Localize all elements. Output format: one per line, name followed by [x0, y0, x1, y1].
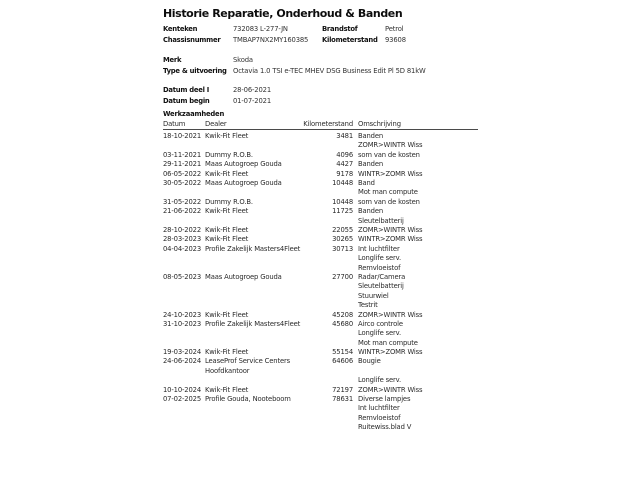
entry-omschrijving-line: Banden	[358, 207, 384, 216]
column-header-omschrijving: Omschrijving	[358, 120, 401, 128]
table-row	[163, 179, 478, 198]
entry-omschrijving-line: Remvloeistof	[358, 413, 401, 422]
entry-datum: 24-10-2023	[163, 310, 202, 319]
entry-kilometerstand: 55154	[332, 348, 353, 357]
entry-omschrijving	[358, 386, 479, 395]
entry-datum: 29-11-2021	[163, 160, 202, 169]
entry-omschrijving-line	[358, 367, 479, 376]
entry-kilometerstand: 4096	[336, 150, 353, 159]
entry-dealer-line: LeaseProf Service Centers	[205, 357, 291, 366]
entry-omschrijving-line: Int luchtfilter	[358, 404, 400, 413]
table-row	[163, 348, 478, 357]
entry-omschrijving-line: ZOMR>WINTR Wiss	[358, 225, 423, 234]
entry-omschrijving	[358, 170, 479, 179]
entry-datum: 28-10-2022	[163, 225, 202, 234]
entry-omschrijving-line: Ruitewiss.blad V	[358, 423, 412, 432]
entry-omschrijving-line: som van de kosten	[358, 197, 420, 206]
column-header-kilometerstand: Kilometerstand	[303, 120, 353, 128]
work-table-body	[163, 132, 478, 433]
info-row-chassis-kilometerstand	[163, 36, 483, 46]
werkzaamheden-section-title: Werkzaamheden	[163, 110, 225, 118]
entry-kilometerstand: 45208	[332, 310, 353, 319]
entry-dealer-line: Profile Zakelijk Masters4Fleet	[205, 319, 301, 328]
entry-dealer-line: Kwik-Fit Fleet	[205, 348, 249, 357]
table-row	[163, 132, 478, 151]
entry-dealer-line: Kwik-Fit Fleet	[205, 310, 249, 319]
entry-dealer-line: Kwik-Fit Fleet	[205, 132, 249, 140]
table-row	[163, 273, 478, 311]
entry-omschrijving-line: Sleutelbatterij	[358, 282, 404, 291]
entry-dealer-line: Kwik-Fit Fleet	[205, 385, 249, 394]
entry-dealer-line: Profile Zakelijk Masters4Fleet	[205, 244, 301, 253]
work-table-header	[163, 120, 478, 130]
entry-kilometerstand: 9178	[336, 169, 353, 178]
entry-kilometerstand: 78631	[332, 395, 353, 404]
entry-omschrijving	[358, 151, 479, 160]
kenteken-value: 732083 L-277-JN	[233, 25, 288, 33]
entry-omschrijving	[358, 348, 479, 357]
entry-dealer-line: Maas Autogroep Gouda	[205, 178, 282, 187]
merk-label: Merk	[163, 56, 182, 64]
entry-datum: 31-05-2022	[163, 197, 202, 206]
entry-datum: 07-02-2025	[163, 395, 202, 404]
entry-dealer-line: Dummy R.O.B.	[205, 150, 253, 159]
entry-omschrijving-line: Banden	[358, 160, 384, 169]
entry-kilometerstand: 72197	[332, 385, 353, 394]
entry-omschrijving	[358, 226, 479, 235]
entry-kilometerstand: 45680	[332, 319, 353, 328]
kilometerstand-value: 93608	[385, 36, 406, 44]
entry-omschrijving-line: Sleutelbatterij	[358, 216, 404, 225]
report-page	[163, 0, 483, 480]
entry-omschrijving	[358, 311, 479, 320]
entry-omschrijving-line: Stuurwiel	[358, 291, 389, 300]
entry-datum: 04-04-2023	[163, 244, 202, 253]
entry-kilometerstand: 22055	[332, 225, 353, 234]
entry-omschrijving-line: Int luchtfilter	[358, 244, 400, 253]
kilometerstand-label: Kilometerstand	[322, 36, 378, 44]
entry-omschrijving-line: Banden	[358, 132, 384, 140]
entry-datum: 08-05-2023	[163, 272, 202, 281]
entry-kilometerstand: 11725	[332, 207, 353, 216]
entry-datum: 24-06-2024	[163, 357, 202, 366]
entry-kilometerstand: 10448	[332, 197, 353, 206]
entry-omschrijving	[358, 198, 479, 207]
entry-dealer-line: Kwik-Fit Fleet	[205, 207, 249, 216]
entry-datum: 19-03-2024	[163, 348, 202, 357]
entry-omschrijving	[358, 245, 479, 273]
entry-omschrijving-line: Diverse lampjes	[358, 395, 411, 404]
entry-omschrijving-line: som van de kosten	[358, 150, 420, 159]
entry-kilometerstand: 10448	[332, 178, 353, 187]
entry-omschrijving-line: Longlife serv.	[358, 329, 402, 338]
merk-value: Skoda	[233, 56, 253, 64]
table-row	[163, 160, 478, 169]
entry-omschrijving-line: Band	[358, 178, 375, 187]
info-row-type	[163, 67, 483, 77]
entry-omschrijving-line: WINTR>ZOMR Wiss	[358, 235, 423, 244]
entry-datum: 03-11-2021	[163, 150, 202, 159]
entry-dealer-line: Maas Autogroep Gouda	[205, 272, 282, 281]
entry-omschrijving-line: Airco controle	[358, 319, 403, 328]
table-row	[163, 395, 478, 433]
table-row	[163, 226, 478, 235]
entry-omschrijving-line: ZOMR>WINTR Wiss	[358, 385, 423, 394]
column-header-datum: Datum	[163, 120, 186, 128]
entry-dealer-line: Kwik-Fit Fleet	[205, 169, 249, 178]
entry-datum: 06-05-2022	[163, 169, 202, 178]
entry-omschrijving	[358, 357, 479, 385]
entry-kilometerstand: 30265	[332, 235, 353, 244]
brandstof-label: Brandstof	[322, 25, 358, 33]
table-row	[163, 357, 478, 385]
entry-kilometerstand: 4427	[336, 160, 353, 169]
entry-dealer-line: Dummy R.O.B.	[205, 197, 253, 206]
entry-omschrijving	[358, 235, 479, 244]
chassisnummer-label: Chassisnummer	[163, 36, 221, 44]
entry-datum: 28-03-2023	[163, 235, 202, 244]
info-row-datum-deel1	[163, 86, 483, 96]
entry-omschrijving-line: Mot man compute	[358, 188, 418, 197]
column-header-dealer: Dealer	[205, 120, 227, 128]
entry-omschrijving-line: ZOMR>WINTR Wiss	[358, 141, 423, 150]
entry-dealer-line: Hoofdkantoor	[205, 366, 250, 375]
type-uitvoering-label: Type & uitvoering	[163, 67, 227, 75]
entry-omschrijving	[358, 320, 479, 348]
entry-dealer-line: Maas Autogroep Gouda	[205, 160, 282, 169]
entry-datum: 18-10-2021	[163, 132, 202, 140]
entry-omschrijving-line: Radar/Camera	[358, 272, 406, 281]
table-row	[163, 198, 478, 207]
kenteken-label: Kenteken	[163, 25, 198, 33]
entry-omschrijving-line: Longlife serv.	[358, 254, 402, 263]
entry-omschrijving-line: Remvloeistof	[358, 263, 401, 272]
chassisnummer-value: TMBAP7NX2MY160385	[233, 36, 309, 44]
entry-omschrijving	[358, 132, 479, 151]
entry-omschrijving-line: ZOMR>WINTR Wiss	[358, 310, 423, 319]
datum-deel1-label: Datum deel I	[163, 86, 210, 94]
page-title: Historie Reparatie, Onderhoud & Banden	[163, 7, 403, 20]
datum-begin-label: Datum begin	[163, 97, 210, 105]
entry-datum: 10-10-2024	[163, 385, 202, 394]
entry-datum: 30-05-2022	[163, 178, 202, 187]
entry-omschrijving-line: Bougie	[358, 357, 381, 366]
type-uitvoering-value: Octavia 1.0 TSI e-TEC MHEV DSG Business Edit Pl 5D 81kW	[233, 67, 426, 75]
entry-omschrijving	[358, 273, 479, 311]
entry-dealer-line: Profile Gouda, Nooteboom	[205, 395, 291, 404]
table-row	[163, 151, 478, 160]
entry-kilometerstand: 27700	[332, 272, 353, 281]
brandstof-value: Petrol	[385, 25, 404, 33]
entry-omschrijving	[358, 179, 479, 198]
entry-omschrijving-line: WINTR>ZOMR Wiss	[358, 169, 423, 178]
entry-omschrijving	[358, 160, 479, 169]
table-row	[163, 311, 478, 320]
entry-datum: 21-06-2022	[163, 207, 202, 216]
entry-omschrijving-line: Mot man compute	[358, 338, 418, 347]
datum-begin-value: 01-07-2021	[233, 97, 272, 105]
entry-dealer-line: Kwik-Fit Fleet	[205, 235, 249, 244]
entry-kilometerstand: 64606	[332, 357, 353, 366]
table-row	[163, 207, 478, 226]
entry-kilometerstand: 3481	[336, 132, 353, 140]
entry-omschrijving-line: WINTR>ZOMR Wiss	[358, 348, 423, 357]
table-row	[163, 245, 478, 273]
table-row	[163, 235, 478, 244]
datum-deel1-value: 28-06-2021	[233, 86, 272, 94]
info-row-datum-begin	[163, 97, 483, 107]
table-row	[163, 170, 478, 179]
entry-dealer-line: Kwik-Fit Fleet	[205, 225, 249, 234]
info-row-merk	[163, 56, 483, 66]
entry-datum: 31-10-2023	[163, 319, 202, 328]
entry-omschrijving-line: Longlife serv.	[358, 376, 402, 385]
table-row	[163, 320, 478, 348]
entry-omschrijving	[358, 395, 479, 433]
entry-omschrijving-line: Testrit	[358, 301, 378, 310]
info-row-kenteken-brandstof	[163, 25, 483, 35]
entry-kilometerstand: 30713	[332, 244, 353, 253]
entry-omschrijving	[358, 207, 479, 226]
table-row	[163, 386, 478, 395]
